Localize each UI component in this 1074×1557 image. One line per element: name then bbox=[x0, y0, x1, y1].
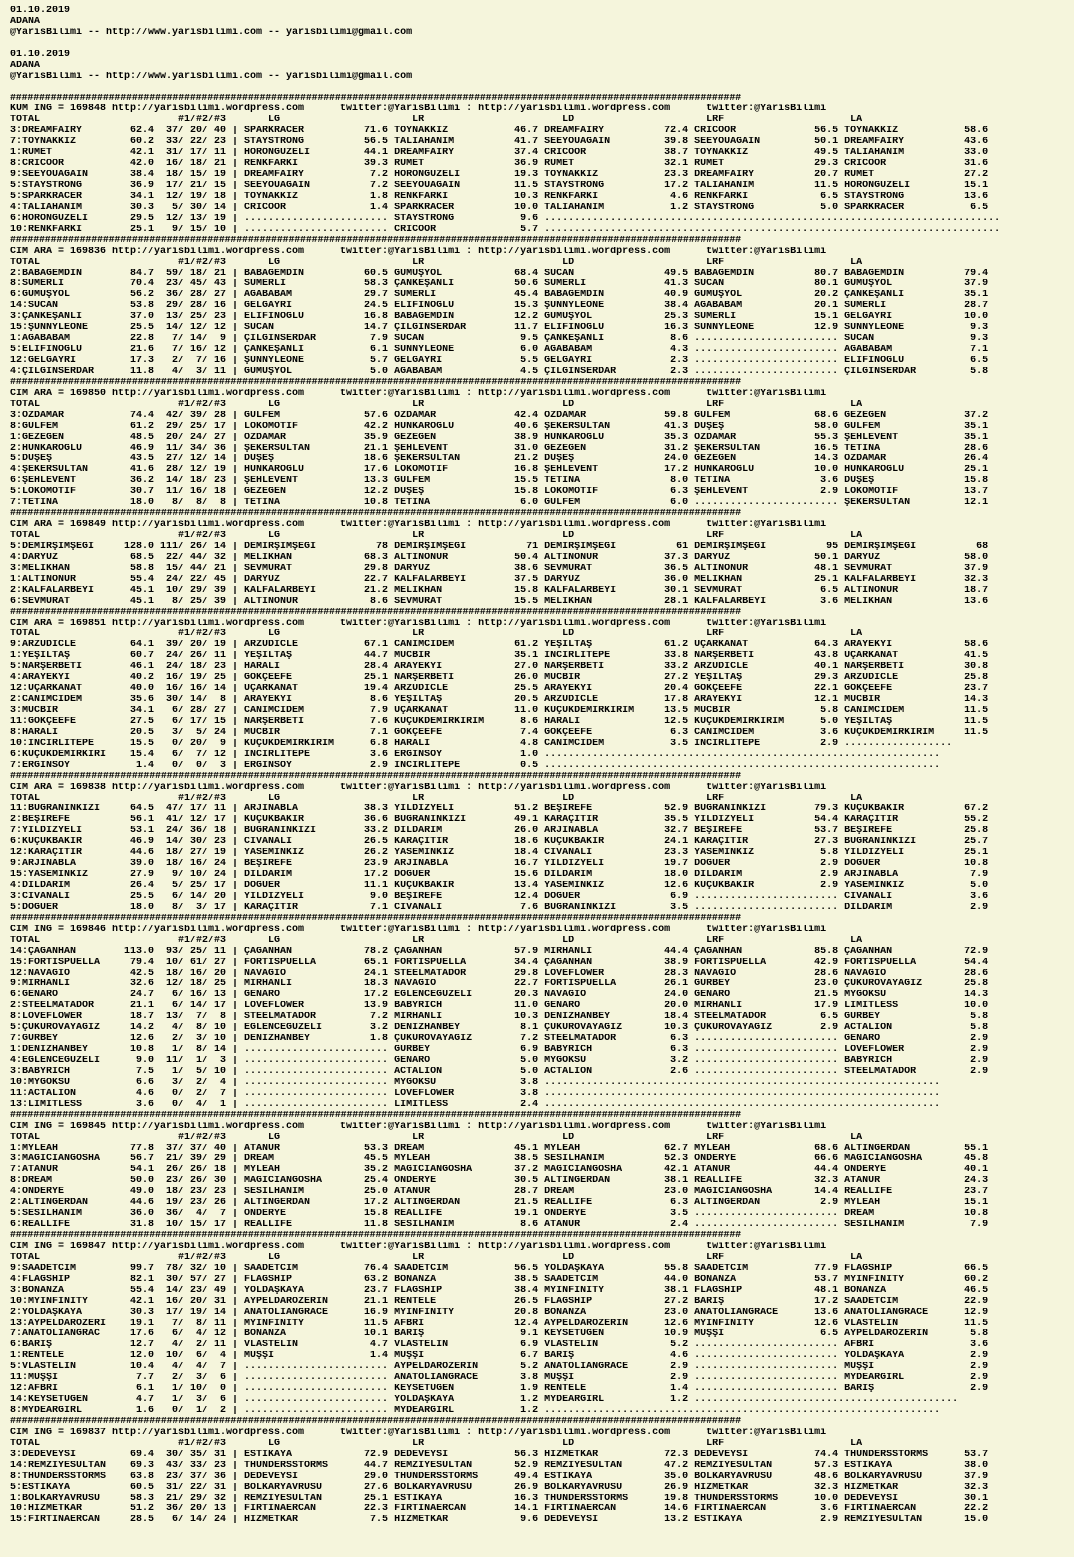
report-header bbox=[10, 50, 1064, 94]
result-row: 10:İNCİRLİTEPE 15.5 0/ 20/ 9 | KÜÇÜKDEMİRKIRIM 6.8 HARALİ 4.8 CANIMCİDEM 3.5 İNCİRLİTEPE 2.9 .................. bbox=[10, 738, 953, 749]
result-row: 6:GENARO 24.7 6/ 16/ 13 | GENARO 17.2 EGLENCEGÜZELİ 20.3 NAVAGIO 24.0 GENARO 21.5 MYGOKSU 14.3 bbox=[10, 990, 989, 1001]
race-title: CIM ARA = 169849 http://yarisbilimi.wordpress.com twitter:@YarisBilimi : http://yarisbilimi.wordpress.com twitter:@YarisBilimi bbox=[10, 520, 827, 531]
result-row: 2:YOLDAŞKAYA 30.3 17/ 19/ 14 | ANATOLIANGRACE 16.9 MYINFINITY 20.8 BONANZA 23.0 ANATOLIANGRACE 13.6 ANATOLIANGRACE 12.9 bbox=[10, 1307, 989, 1318]
result-row: 3:ÇANKEŞANLI 37.0 13/ 25/ 23 | ELİFİNOĞLU 16.8 BABAGEMDİN 12.2 GUMUŞYOL 25.3 SUMERLİ 15.1 GELGAYRI 10.0 bbox=[10, 312, 989, 323]
result-row: 5:STAYSTRONG 36.9 17/ 21/ 15 | SEEYOUAGAIN 7.2 SEEYOUAGAIN 11.5 STAYSTRONG 17.2 TALIAHANIM 11.5 HORONGÜZELİ 15.1 bbox=[10, 181, 989, 191]
report-header bbox=[10, 6, 1064, 50]
column-header: TOTAL #1/#2/#3 LG LR LD LRF LA bbox=[10, 935, 863, 946]
race-block bbox=[10, 772, 1064, 914]
header-line: @YarisBilimi -- http://www.yarisbilimi.com -- yarisbilimi@gmail.com bbox=[10, 71, 413, 82]
result-row: 4:ÇILGINSERDAR 11.8 4/ 3/ 11 | GUMUŞYOL 5.0 AGABABAM 4.5 ÇILGINSERDAR 2.3 ........................ ÇILGINSERDAR 5.8 bbox=[10, 366, 989, 377]
result-row: 7:ERGİNSOY 1.4 0/ 0/ 3 | ERGİNSOY 2.9 İNCİRLİTEPE 0.5 .................................................................. bbox=[10, 760, 941, 771]
result-row: 3:DEDEVEYSİ 69.4 30/ 35/ 31 | ESTİKAYA 72.9 DEDEVEYSİ 56.3 HIZMETKAR 72.3 DEDEVEYSİ 74.4 THUNDERSSTORMS 53.7 bbox=[10, 1449, 989, 1460]
result-row: 4:FLAGSHIP 82.1 30/ 57/ 27 | FLAGSHIP 63.2 BONANZA 38.5 SAADETCİM 44.0 BONANZA 53.7 MYINFINITY 60.2 bbox=[10, 1274, 989, 1285]
result-row: 10:HIZMETKAR 51.2 36/ 20/ 13 | FIRTINAERCAN 22.3 FIRTINAERCAN 14.1 FIRTINAERCAN 14.6 FIRTINAERCAN 3.6 FIRTINAERCAN 22.2 bbox=[10, 1504, 989, 1515]
result-row: 15:ŞUNNYLEONE 25.5 14/ 12/ 12 | SUCAN 14.7 ÇILGINSERDAR 11.7 ELİFİNOĞLU 16.3 SUNNYLEONE 12.9 SUNNYLEONE 9.3 bbox=[10, 323, 989, 334]
result-row: 6:KÜÇÜKBAKIR 46.9 14/ 30/ 23 | CİVANALİ 26.5 KARAÇITIR 18.6 KÜÇÜKBAKIR 24.1 KARAÇITIR 27.3 BUGRANINKIZI 25.7 bbox=[10, 837, 989, 848]
result-row: 2:BEŞİREFE 56.1 41/ 12/ 17 | KÜÇÜKBAKIR 36.6 BUGRANINKIZI 49.1 KARAÇITIR 35.5 YILDIZYELİ 54.4 KARAÇITIR 55.2 bbox=[10, 815, 989, 826]
result-row: 2:CANIMCİDEM 35.6 30/ 14/ 8 | ARAYEKYİ 8.6 YEŞİLTAŞ 20.5 ARZUDİCLE 17.8 ARAYEKYİ 12.1 MUCBİR 14.3 bbox=[10, 695, 989, 706]
result-row: 3:MELİKHAN 58.8 15/ 44/ 21 | SEVMURAT 29.8 DARYUZ 38.6 SEVMURAT 36.5 ALTINONUR 48.1 SEVMURAT 37.9 bbox=[10, 563, 989, 574]
separator-line: ############################################################################################################################## bbox=[10, 1110, 741, 1121]
result-row: 7:TOYNAKKIZ 60.2 33/ 22/ 23 | STAYSTRONG 56.5 TALIAHANIM 41.7 SEEYOUAGAIN 39.8 SEEYOUAGAIN 50.1 DREAMFAIRY 43.6 bbox=[10, 137, 989, 148]
result-row: 6:KÜÇÜKDEMİRKIRI 15.4 6/ 7/ 12 | İNCİRLİTEPE 3.6 ERGİNSOY 1.0 .................................................................. bbox=[10, 749, 941, 760]
result-row: 14:KEYSETUGEN 4.7 1/ 3/ 6 | ........................ YOLDAŞKAYA 1.2 MYDEARGIRL 1.2 ............................................ bbox=[10, 1395, 959, 1406]
result-row: 5:NARŞERBETİ 46.1 24/ 18/ 23 | HARALİ 28.4 ARAYEKYİ 27.0 NARŞERBETİ 33.2 ARZUDİCLE 40.1 NARŞERBETİ 30.8 bbox=[10, 662, 989, 673]
result-row: 4:TALIAHANIM 30.3 5/ 30/ 14 | CRICOOR 1.4 SPARKRACER 10.0 TALIAHANIM 1.2 STAYSTRONG 5.0 SPARKRACER 6.5 bbox=[10, 202, 989, 213]
race-block bbox=[10, 236, 1064, 378]
result-row: 7:ANATOLIANGRAC 17.6 6/ 4/ 12 | BONANZA 10.1 BARIŞ 9.1 KEYSETUGEN 10.9 MUŞŞI 6.5 AYPELDAROZERIN 5.8 bbox=[10, 1329, 989, 1340]
race-block bbox=[10, 509, 1064, 607]
result-row: 15:FIRTINAERCAN 28.5 6/ 14/ 24 | HIZMETKAR 7.5 HIZMETKAR 9.6 DEDEVEYSİ 13.2 ESTİKAYA 2.9 REMZİYESULTAN 15.0 bbox=[10, 1515, 989, 1526]
result-row: 5:ÇUKUROVAYAĞIZ 14.2 4/ 8/ 10 | EGLENCEGÜZELİ 3.2 DENİZHANBEY 8.1 ÇUKUROVAYAĞIZ 10.3 ÇUKUROVAYAĞIZ 2.9 ACTALION 5.8 bbox=[10, 1023, 989, 1034]
header-line: 01.10.2019 bbox=[10, 6, 71, 16]
result-row: 9:SEEYOUAGAIN 38.4 18/ 15/ 19 | DREAMFAIRY 7.2 HORONGÜZELİ 19.3 TOYNAKKIZ 23.3 DREAMFAIRY 20.7 RUMET 27.2 bbox=[10, 170, 989, 181]
race-title: CIM ING = 169846 http://yarisbilimi.wordpress.com twitter:@YarisBilimi : http://yarisbilimi.wordpress.com twitter:@YarisBilimi bbox=[10, 924, 827, 935]
race-block bbox=[10, 1417, 1064, 1526]
separator-line: ############################################################################################################################## bbox=[10, 1231, 741, 1241]
race-title: CIM ARA = 169851 http://yarisbilimi.wordpress.com twitter:@YarisBilimi : http://yarisbilimi.wordpress.com twitter:@YarisBilimi bbox=[10, 618, 827, 629]
result-row: 11:GÖKÇEEFE 27.5 6/ 17/ 15 | NARŞERBETİ 7.6 KÜÇÜKDEMİRKIRIM 8.6 HARALİ 12.5 KÜÇÜKDEMİRKIRIM 5.0 YEŞİLTAŞ 11.5 bbox=[10, 716, 989, 727]
result-row: 1:ALTINONUR 55.4 24/ 22/ 45 | DARYUZ 22.7 KALFALARBEYİ 37.5 DARYUZ 36.0 MELİKHAN 25.1 KALFALARBEYİ 32.3 bbox=[10, 574, 989, 585]
separator-line: ############################################################################################################################## bbox=[10, 771, 741, 782]
result-row: 2:STEELMATADOR 21.1 6/ 14/ 17 | LOVEFLOWER 13.9 BABYRICH 11.0 GENARO 20.0 MIRHANLI 17.9 LIMITLESS 10.0 bbox=[10, 1001, 989, 1012]
race-title: KUM ING = 169848 http://yarisbilimi.wordpress.com twitter:@YarisBilimi : http://yarisbilimi.wordpress.com twitter:@YarisBilimi bbox=[10, 104, 827, 115]
result-row: 7:YILDIZYELİ 53.1 24/ 36/ 18 | BUGRANINKIZI 33.2 DİLDARIM 26.0 ARJİNABLA 32.7 BEŞİREFE 53.7 BEŞİREFE 25.8 bbox=[10, 826, 989, 837]
result-row: 4:ARAYEKYİ 40.2 16/ 19/ 25 | GÖKÇEEFE 25.1 NARŞERBETİ 26.0 MUCBİR 27.2 YEŞİLTAŞ 29.3 ARZUDİCLE 25.8 bbox=[10, 673, 989, 684]
header-line: @YarisBilimi -- http://www.yarisbilimi.com -- yarisbilimi@gmail.com bbox=[10, 27, 413, 38]
result-row: 1:GEZEGEN 48.5 20/ 24/ 27 | ÖZDAMAR 35.9 GEZEGEN 38.9 HUNKAROĞLU 35.3 ÖZDAMAR 55.3 ŞEHLEVENT 35.1 bbox=[10, 432, 989, 443]
separator-line: ############################################################################################################################## bbox=[10, 607, 741, 618]
result-row: 2:HUNKAROĞLU 46.9 11/ 34/ 36 | ŞEKERSULTAN 21.1 ŞEHLEVENT 31.0 GEZEGEN 31.2 ŞEKERSULTAN 16.5 TETİNA 28.6 bbox=[10, 443, 989, 454]
result-row: 3:BONANZA 55.4 14/ 23/ 49 | YOLDAŞKAYA 23.7 FLAGSHIP 38.4 MYINFINITY 38.1 FLAGSHIP 48.1 BONANZA 46.5 bbox=[10, 1285, 989, 1296]
race-title: CIM ING = 169847 http://yarisbilimi.wordpress.com twitter:@YarisBilimi : http://yarisbilimi.wordpress.com twitter:@YarisBilimi bbox=[10, 1241, 827, 1252]
result-row: 7:ATANUR 54.1 26/ 26/ 18 | MYLEAH 35.2 MAGICIANGOSHA 37.2 MAGICIANGOSHA 42.1 ATANUR 44.4 ONDERYE 40.1 bbox=[10, 1165, 989, 1176]
result-row: 5:VLASTELIN 10.4 4/ 4/ 7 | ........................ AYPELDAROZERIN 5.2 ANATOLIANGRACE 2.9 ........................ MUŞŞI 2.9 bbox=[10, 1362, 989, 1373]
result-row: 8:MYDEARGIRL 1.6 0/ 1/ 2 | ........................ MYDEARGIRL 1.2 .................................................................. bbox=[10, 1406, 941, 1416]
race-title: CIM ING = 169845 http://yarisbilimi.wordpress.com twitter:@YarisBilimi : http://yarisbilimi.wordpress.com twitter:@YarisBilimi bbox=[10, 1121, 827, 1132]
result-row: 9:SAADETCİM 99.7 78/ 32/ 10 | SAADETCİM 76.4 SAADETCİM 56.5 YOLDAŞKAYA 55.8 SAADETCİM 77.9 FLAGSHIP 66.5 bbox=[10, 1263, 989, 1274]
result-row: 3:MAGICIANGOSHA 56.7 21/ 39/ 29 | DREAM 45.5 MYLEAH 38.5 SESILHANIM 52.3 ONDERYE 66.6 MAGICIANGOSHA 45.8 bbox=[10, 1154, 989, 1165]
result-row: 5:DOGUER 18.0 8/ 3/ 17 | KARAÇITIR 7.1 CİVANALİ 7.6 BUGRANINKIZI 3.5 ........................ DİLDARIM 2.9 bbox=[10, 902, 989, 913]
result-row: 8:HARALİ 20.5 3/ 5/ 24 | MUCBİR 7.1 GÖKÇEEFE 7.4 GÖKÇEEFE 6.3 CANIMCİDEM 3.6 KÜÇÜKDEMİRKIRIM 11.5 bbox=[10, 727, 989, 738]
result-row: 8:CRICOOR 42.0 16/ 18/ 21 | RENKFARKI 39.3 RUMET 36.9 RUMET 32.1 RUMET 29.3 CRICOOR 31.6 bbox=[10, 159, 989, 170]
result-row: 7:TETİNA 18.0 8/ 8/ 8 | TETİNA 10.8 TETİNA 6.0 GULFEM 6.0 ........................ ŞEKERSULTAN 12.1 bbox=[10, 498, 989, 509]
result-row: 6:GUMUŞYOL 56.2 36/ 28/ 27 | AGABABAM 29.7 SUMERLİ 45.4 BABAGEMDİN 40.9 GUMUŞYOL 20.2 ÇANKEŞANLI 35.1 bbox=[10, 290, 989, 301]
result-row: 3:CİVANALİ 25.5 6/ 14/ 20 | YILDIZYELİ 9.0 BEŞİREFE 12.4 DOGUER 6.9 ........................ CİVANALİ 3.6 bbox=[10, 891, 989, 902]
result-row: 4:ŞEKERSULTAN 41.6 28/ 12/ 19 | HUNKAROĞLU 17.6 LOKOMOTİF 16.8 ŞEHLEVENT 17.2 HUNKAROĞLU 10.0 HUNKAROĞLU 25.1 bbox=[10, 465, 989, 476]
header-line bbox=[10, 83, 1064, 94]
result-row: 9:MIRHANLI 32.6 12/ 18/ 25 | MIRHANLI 18.3 NAVAGIO 22.7 FORTISPUELLA 26.1 GURBEY 23.0 ÇUKUROVAYAĞIZ 25.8 bbox=[10, 979, 989, 990]
race-block bbox=[10, 608, 1064, 772]
column-header: TOTAL #1/#2/#3 LG LR LD LRF LA bbox=[10, 1438, 863, 1449]
result-row: 6:REALLIFE 31.8 10/ 15/ 17 | REALLIFE 11.8 SESILHANIM 8.6 ATANUR 2.4 ........................ SESILHANIM 7.9 bbox=[10, 1220, 989, 1231]
race-block bbox=[10, 94, 1064, 236]
separator-line: ############################################################################################################################## bbox=[10, 235, 741, 246]
result-row: 7:GURBEY 12.6 2/ 3/ 10 | DENİZHANBEY 1.8 ÇUKUROVAYAĞIZ 7.2 STEELMATADOR 6.3 ........................ GENARO 2.9 bbox=[10, 1034, 989, 1045]
result-row: 8:GULFEM 61.2 29/ 25/ 17 | LOKOMOTİF 42.2 HUNKAROĞLU 40.6 ŞEKERSULTAN 41.3 DUŞEŞ 58.0 GULFEM 35.1 bbox=[10, 421, 989, 432]
result-row: 8:SUMERLİ 70.4 23/ 45/ 43 | SUMERLİ 58.3 ÇANKEŞANLI 50.6 SUMERLİ 41.3 SUCAN 80.1 GUMUŞYOL 37.9 bbox=[10, 279, 989, 290]
header-line: ADANA bbox=[10, 60, 41, 71]
column-header: TOTAL #1/#2/#3 LG LR LD LRF LA bbox=[10, 531, 863, 541]
result-row: 8:THUNDERSSTORMS 63.8 23/ 37/ 36 | DEDEVEYSİ 29.0 THUNDERSSTORMS 49.4 ESTİKAYA 35.0 BOLKARYAVRUSU 48.6 BOLKARYAVRUSU 37.9 bbox=[10, 1471, 989, 1482]
result-row: 3:MUCBİR 34.1 6/ 28/ 27 | CANIMCİDEM 7.9 UÇARKANAT 11.0 KÜÇÜKDEMİRKIRIM 13.5 MUCBİR 5.8 CANIMCİDEM 11.5 bbox=[10, 706, 989, 716]
result-row: 6:BARIŞ 12.7 4/ 2/ 11 | VLASTELIN 4.7 VLASTELIN 6.9 VLASTELIN 5.2 ........................ AFBRİ 3.6 bbox=[10, 1340, 989, 1351]
result-row: 13:LIMITLESS 3.6 0/ 4/ 1 | ........................ LIMITLESS 2.4 .................................................................. bbox=[10, 1099, 941, 1110]
separator-line: ############################################################################################################################## bbox=[10, 1416, 741, 1427]
column-header: TOTAL #1/#2/#3 LG LR LD LRF LA bbox=[10, 399, 863, 410]
result-row: 3:BABYRICH 7.5 1/ 5/ 10 | ........................ ACTALION 5.0 ACTALION 2.6 ........................ STEELMATADOR 2.9 bbox=[10, 1066, 989, 1077]
separator-line: ############################################################################################################################## bbox=[10, 93, 741, 104]
separator-line: ############################################################################################################################## bbox=[10, 377, 741, 388]
result-row: 6:SEVMURAT 45.1 8/ 25/ 39 | ALTINONUR 8.6 SEVMURAT 15.5 MELİKHAN 28.1 KALFALARBEYİ 3.6 MELİKHAN 13.6 bbox=[10, 596, 989, 607]
result-row: 1:AGABABAM 22.8 7/ 14/ 9 | ÇILGINSERDAR 7.9 SUCAN 9.5 ÇANKEŞANLI 8.6 ........................ SUCAN 9.3 bbox=[10, 334, 989, 345]
result-row: 6:HORONGÜZELİ 29.5 12/ 13/ 19 | ........................ STAYSTRONG 9.6 ............................................................................ bbox=[10, 213, 1001, 224]
header-line: 01.10.2019 bbox=[10, 49, 71, 60]
result-row: 12:GELGAYRI 17.3 2/ 7/ 16 | ŞUNNYLEONE 5.7 GELGAYRI 5.5 GELGAYRI 2.3 ........................ ELİFİNOĞLU 6.5 bbox=[10, 356, 989, 366]
race-block bbox=[10, 1111, 1064, 1231]
race-block bbox=[10, 914, 1064, 1111]
result-row: 8:LOVEFLOWER 18.7 13/ 7/ 8 | STEELMATADOR 7.2 MIRHANLI 10.3 DENİZHANBEY 18.4 STEELMATADOR 6.5 GURBEY 5.8 bbox=[10, 1012, 989, 1023]
result-row: 4:EGLENCEGÜZELİ 9.0 11/ 1/ 3 | ........................ GENARO 5.0 MYGOKSU 3.2 ........................ BABYRICH 2.9 bbox=[10, 1056, 989, 1066]
column-header: TOTAL #1/#2/#3 LG LR LD LRF LA bbox=[10, 629, 863, 640]
result-row: 1:YEŞİLTAŞ 60.7 24/ 26/ 11 | YEŞİLTAŞ 44.7 MUCBİR 35.1 İNCİRLİTEPE 33.8 NARŞERBETİ 43.8 UÇARKANAT 41.5 bbox=[10, 651, 989, 662]
race-title: CIM ING = 169837 http://yarisbilimi.wordpress.com twitter:@YarisBilimi : http://yarisbilimi.wordpress.com twitter:@YarisBilimi bbox=[10, 1427, 827, 1438]
race-block bbox=[10, 378, 1064, 509]
result-row: 10:RENKFARKI 25.1 9/ 15/ 10 | ........................ CRICOOR 5.7 ............................................................................ bbox=[10, 224, 1001, 235]
result-row: 4:DARYUZ 68.5 22/ 44/ 32 | MELİKHAN 68.3 ALTINONUR 50.4 ALTINONUR 37.3 DARYUZ 50.1 DARYUZ 58.0 bbox=[10, 552, 989, 563]
result-row: 12:NAVAGIO 42.5 18/ 16/ 20 | NAVAGIO 24.1 STEELMATADOR 29.8 LOVEFLOWER 28.3 NAVAGIO 28.6 NAVAGIO 28.6 bbox=[10, 968, 989, 979]
result-row: 6:ŞEHLEVENT 36.2 14/ 18/ 23 | ŞEHLEVENT 13.3 GULFEM 15.5 TETİNA 8.0 TETİNA 3.6 DUŞEŞ 15.8 bbox=[10, 476, 989, 487]
result-row: 2:KALFALARBEYİ 45.1 10/ 29/ 39 | KALFALARBEYİ 21.2 MELİKHAN 15.8 KALFALARBEYİ 30.1 SEVMURAT 6.5 ALTINONUR 18.7 bbox=[10, 585, 989, 596]
result-row: 14:SUCAN 53.8 29/ 28/ 16 | GELGAYRI 24.5 ELİFİNOĞLU 15.3 ŞUNNYLEONE 38.4 AGABABAM 20.1 SUMERLİ 28.7 bbox=[10, 301, 989, 312]
result-row: 1:RENTELE 12.0 10/ 6/ 4 | MUŞŞI 1.4 MUŞŞI 6.7 BARIŞ 4.6 ........................ YOLDAŞKAYA 2.9 bbox=[10, 1351, 989, 1362]
result-row: 14:REMZİYESULTAN 69.3 43/ 33/ 23 | THUNDERSSTORMS 44.7 REMZİYESULTAN 52.9 REMZİYESULTAN 47.2 REMZİYESULTAN 57.3 ESTİKAYA 38.0 bbox=[10, 1460, 989, 1471]
result-row: 5:ELİFİNOĞLU 21.6 7/ 16/ 12 | ÇANKEŞANLI 6.1 SUNNYLEONE 6.0 AGABABAM 4.3 ........................ AGABABAM 7.1 bbox=[10, 345, 989, 356]
header-line: ADANA bbox=[10, 16, 41, 27]
result-row: 3:ÖZDAMAR 74.4 42/ 39/ 28 | GULFEM 57.6 ÖZDAMAR 42.4 ÖZDAMAR 59.8 GULFEM 68.6 GEZEGEN 37.2 bbox=[10, 410, 989, 421]
result-row: 1:MYLEAH 77.8 37/ 37/ 40 | ATANUR 53.3 DREAM 45.1 MYLEAH 62.7 MYLEAH 68.6 ALTINGERDAN 55.1 bbox=[10, 1143, 989, 1154]
header-line bbox=[10, 39, 1064, 50]
result-row: 4:ONDERYE 49.0 18/ 23/ 23 | SESİLHANIM 25.0 ATANUR 28.7 DREAM 23.0 MAGICIANGOSHA 14.4 REALLIFE 23.7 bbox=[10, 1187, 989, 1198]
result-row: 11:ACTALION 4.6 0/ 2/ 7 | ........................ LOVEFLOWER 3.8 .................................................................. bbox=[10, 1088, 941, 1099]
result-row: 5:DEMİRŞİMŞEĞİ 128.0 111/ 26/ 14 | DEMİRŞİMŞEĞİ 78 DEMİRŞİMŞEĞİ 71 DEMİRŞİMŞEĞİ 61 DEMİRŞİMŞEĞİ 95 DEMİRŞİMŞEĞİ 68 bbox=[10, 541, 989, 552]
result-row: 15:FORTISPUELLA 79.4 10/ 61/ 27 | FORTISPUELLA 65.1 FORTISPUELLA 34.4 ÇAĞANHAN 38.9 FORTISPUELLA 42.9 FORTISPUELLA 54.4 bbox=[10, 957, 989, 968]
result-row: 12:KARAÇITIR 44.6 18/ 27/ 19 | YASEMİNKIZ 26.2 YASEMİNKIZ 18.4 CİVANALİ 23.3 YASEMİNKIZ 5.8 YILDIZYELİ 25.1 bbox=[10, 848, 989, 859]
race-block bbox=[10, 1231, 1064, 1417]
column-header: TOTAL #1/#2/#3 LG LR LD LRF LA bbox=[10, 257, 863, 268]
result-row: 5:SESILHANIM 36.0 36/ 4/ 7 | ONDERYE 15.8 REALLIFE 19.1 ONDERYE 3.5 ........................ DREAM 10.8 bbox=[10, 1209, 989, 1220]
separator-line: ############################################################################################################################## bbox=[10, 509, 741, 520]
result-row: 14:ÇAĞANHAN 113.0 93/ 25/ 11 | ÇAĞANHAN 78.2 ÇAĞANHAN 57.9 MIRHANLI 44.4 ÇAĞANHAN 85.8 ÇAĞANHAN 72.9 bbox=[10, 946, 989, 957]
result-row: 8:DREAM 50.0 23/ 26/ 30 | MAGICIANGOSHA 25.4 ONDERYE 30.5 ALTINGERDAN 38.1 REALLIFE 32.3 ATANUR 24.3 bbox=[10, 1176, 989, 1187]
result-row: 3:DREAMFAIRY 62.4 37/ 20/ 40 | SPARKRACER 71.6 TOYNAKKIZ 46.7 DREAMFAIRY 72.4 CRICOOR 56.5 TOYNAKKIZ 58.6 bbox=[10, 126, 989, 137]
result-row: 13:AYPELDAROZERI 19.1 7/ 8/ 11 | MYINFINITY 11.5 AFBRİ 12.4 AYPELDAROZERIN 12.6 MYINFINITY 12.6 VLASTELIN 11.5 bbox=[10, 1318, 989, 1329]
result-row: 9:ARJİNABLA 39.0 18/ 16/ 24 | BEŞİREFE 23.9 ARJİNABLA 16.7 YILDIZYELİ 19.7 DOGUER 2.9 DOGUER 10.8 bbox=[10, 859, 989, 870]
result-row: 1:BOLKARYAVRUSU 58.3 21/ 29/ 32 | REMZİYESULTAN 25.1 ESTİKAYA 16.3 THUNDERSSTORMS 19.8 THUNDERSSTORMS 10.0 DEDEVEYSİ 30.1 bbox=[10, 1493, 989, 1504]
result-row: 5:SPARKRACER 34.1 12/ 19/ 18 | TOYNAKKIZ 1.8 RENKFARKI 10.3 RENKFARKI 4.6 RENKFARKI 6.5 STAYSTRONG 13.6 bbox=[10, 191, 989, 202]
result-row: 5:LOKOMOTİF 30.7 11/ 16/ 18 | GEZEGEN 12.2 DUŞEŞ 15.8 LOKOMOTİF 6.3 ŞEHLEVENT 2.9 LOKOMOTİF 13.7 bbox=[10, 487, 989, 498]
race-title: CIM ARA = 169836 http://yarisbilimi.wordpress.com twitter:@YarisBilimi : http://yarisbilimi.wordpress.com twitter:@YarisBilimi bbox=[10, 246, 827, 257]
result-row: 5:DUŞEŞ 43.5 27/ 12/ 14 | DUŞEŞ 18.6 ŞEKERSULTAN 21.2 DUŞEŞ 24.0 GEZEGEN 14.3 ÖZDAMAR 26.4 bbox=[10, 454, 989, 465]
result-row: 4:DİLDARIM 26.4 5/ 25/ 17 | DOGUER 11.1 KÜÇÜKBAKIR 13.4 YASEMİNKIZ 12.6 KÜÇÜKBAKIR 2.9 YASEMİNKIZ 5.0 bbox=[10, 881, 989, 891]
result-row: 12:AFBRİ 6.1 1/ 10/ 0 | ........................ KEYSETUGEN 1.9 RENTELE 1.4 ........................ BARIŞ 2.9 bbox=[10, 1384, 989, 1395]
column-header: TOTAL #1/#2/#3 LG LR LD LRF LA bbox=[10, 115, 863, 126]
result-row: 2:BABAGEMDİN 84.7 59/ 18/ 21 | BABAGEMDİN 60.5 GUMUŞYOL 68.4 SUCAN 49.5 BABAGEMDİN 80.7 BABAGEMDİN 79.4 bbox=[10, 268, 989, 279]
result-row: 12:UÇARKANAT 40.0 16/ 16/ 14 | UÇARKANAT 19.4 ARZUDİCLE 25.5 ARAYEKYİ 20.4 GÖKÇEEFE 22.1 GÖKÇEEFE 23.7 bbox=[10, 684, 989, 695]
column-header: TOTAL #1/#2/#3 LG LR LD LRF LA bbox=[10, 793, 863, 804]
race-title: CIM ARA = 169838 http://yarisbilimi.wordpress.com twitter:@YarisBilimi : http://yarisbilimi.wordpress.com twitter:@YarisBilimi bbox=[10, 782, 827, 793]
separator-line: ############################################################################################################################## bbox=[10, 913, 741, 924]
result-row: 11:BUGRANINKIZI 64.5 47/ 17/ 11 | ARJİNABLA 38.3 YILDIZYELİ 51.2 BEŞİREFE 52.9 BUGRANINKIZI 79.3 KÜÇÜKBAKIR 67.2 bbox=[10, 804, 989, 815]
result-row: 1:RUMET 42.1 31/ 17/ 11 | HORONGÜZELİ 44.1 DREAMFAIRY 37.4 CRICOOR 38.7 TOYNAKKIZ 49.5 TALIAHANIM 33.0 bbox=[10, 148, 989, 159]
result-row: 11:MUŞŞI 7.7 2/ 3/ 6 | ........................ ANATOLIANGRACE 3.8 MUŞŞI 2.9 ........................ MYDEARGIRL 2.9 bbox=[10, 1373, 989, 1384]
race-title: CIM ARA = 169850 http://yarisbilimi.wordpress.com twitter:@YarisBilimi : http://yarisbilimi.wordpress.com twitter:@YarisBilimi bbox=[10, 388, 827, 399]
column-header: TOTAL #1/#2/#3 LG LR LD LRF LA bbox=[10, 1132, 863, 1143]
result-row: 10:MYINFINITY 42.1 16/ 20/ 31 | AYPELDAROZERIN 21.1 RENTELE 26.5 FLAGSHIP 27.2 BARIŞ 17.2 SAADETCİM 22.9 bbox=[10, 1296, 989, 1307]
result-row: 10:MYGOKSU 6.6 3/ 2/ 4 | ........................ MYGOKSU 3.8 .................................................................. bbox=[10, 1077, 941, 1088]
column-header: TOTAL #1/#2/#3 LG LR LD LRF LA bbox=[10, 1252, 863, 1263]
result-row: 2:ALTINGERDAN 44.6 19/ 23/ 26 | ALTINGERDAN 17.2 ALTINGERDAN 21.5 REALLIFE 6.3 ALTINGERDAN 2.9 MYLEAH 15.1 bbox=[10, 1198, 989, 1209]
result-row: 1:DENİZHANBEY 10.8 1/ 8/ 14 | ........................ GURBEY 6.9 BABYRICH 6.3 ........................ LOVEFLOWER 2.9 bbox=[10, 1045, 989, 1056]
result-row: 9:ARZUDİCLE 64.1 39/ 20/ 19 | ARZUDİCLE 67.1 CANIMCİDEM 61.2 YEŞİLTAŞ 61.2 UÇARKANAT 64.3 ARAYEKYİ 58.6 bbox=[10, 640, 989, 651]
result-row: 5:ESTİKAYA 60.5 31/ 22/ 31 | BOLKARYAVRUSU 27.6 BOLKARYAVRUSU 26.9 BOLKARYAVRUSU 26.9 HIZMETKAR 32.3 HIZMETKAR 32.3 bbox=[10, 1482, 989, 1493]
result-row: 15:YASEMİNKIZ 27.9 9/ 10/ 24 | DİLDARIM 17.2 DOGUER 15.6 DİLDARIM 18.0 DİLDARIM 2.9 ARJİNABLA 7.9 bbox=[10, 870, 989, 881]
